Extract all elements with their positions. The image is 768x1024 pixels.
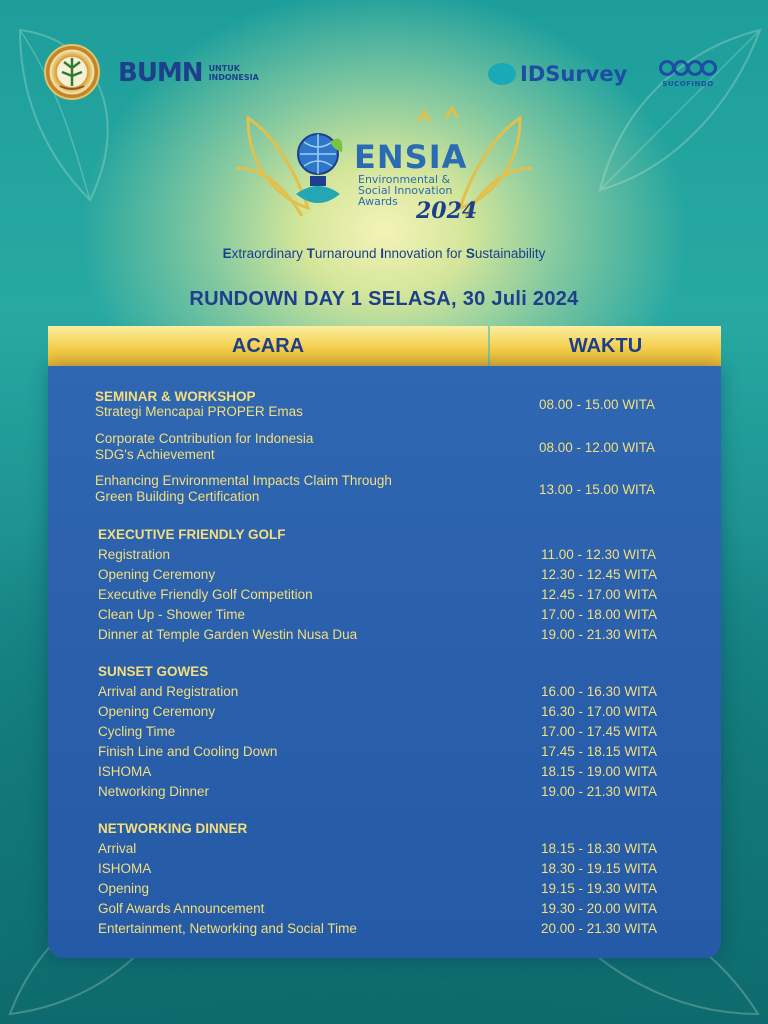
- event-label: Strategi Mencapai PROPER Emas: [95, 404, 303, 419]
- event-time: 18.30 - 19.15 WITA: [541, 861, 658, 876]
- event-label-line-2: SDG's Achievement: [95, 447, 215, 462]
- schedule-table-body: [48, 366, 721, 958]
- idsurvey-swirl-icon: [488, 63, 516, 85]
- column-header-waktu: WAKTU: [490, 326, 721, 366]
- event-label: Dinner at Temple Garden Westin Nusa Dua: [98, 627, 358, 642]
- event-label: Registration: [98, 547, 171, 562]
- ensia-year: 2024: [416, 198, 478, 224]
- schedule-row: [98, 724, 718, 744]
- event-label-line-2: Green Building Certification: [95, 489, 260, 504]
- event-label: Opening: [98, 881, 150, 896]
- event-label-line-1: Enhancing Environmental Impacts Claim Through: [95, 473, 392, 488]
- event-time: 18.15 - 18.30 WITA: [541, 841, 658, 856]
- schedule-row: [98, 881, 718, 901]
- event-time: 19.00 - 21.30 WITA: [541, 784, 658, 799]
- event-time: 17.00 - 18.00 WITA: [541, 607, 658, 622]
- schedule-row: [98, 704, 718, 724]
- event-time: 17.00 - 17.45 WITA: [541, 724, 658, 739]
- schedule-row: [98, 901, 718, 921]
- tagline-e-rest: xtraordinary: [231, 246, 307, 261]
- schedule-row: [98, 861, 718, 881]
- schedule-row: [98, 841, 718, 861]
- rundown-title: RUNDOWN DAY 1 SELASA, 30 Juli 2024: [189, 288, 579, 310]
- tagline-t: T: [306, 246, 315, 261]
- sponsor-logo-row: [0, 0, 768, 110]
- event-label: Cycling Time: [98, 724, 176, 739]
- ensia-subtitle-line-2: Social Innovation: [358, 184, 453, 197]
- schedule-row: [98, 567, 718, 587]
- schedule-table-header: [48, 326, 721, 366]
- tagline-i-rest: nnovation for: [384, 246, 466, 261]
- event-label-line-1: Corporate Contribution for Indonesia: [95, 431, 314, 446]
- ensia-subtitle-line-1: Environmental &: [358, 173, 451, 186]
- sucofindo-rings-icon: [652, 60, 724, 76]
- tagline-i: I: [380, 246, 384, 261]
- event-label: Finish Line and Cooling Down: [98, 744, 278, 759]
- event-time: 18.15 - 19.00 WITA: [541, 764, 658, 779]
- tagline: [0, 246, 768, 261]
- event-time: 12.30 - 12.45 WITA: [541, 567, 658, 582]
- schedule-row: [98, 921, 718, 941]
- ensia-subtitle-line-3: Awards: [358, 195, 398, 208]
- event-time: 12.45 - 17.00 WITA: [541, 587, 658, 602]
- event-time: 11.00 - 12.30 WITA: [541, 547, 657, 562]
- schedule-row: [98, 627, 718, 647]
- event-time: 08.00 - 12.00 WITA: [539, 440, 656, 455]
- schedule-row: [98, 587, 718, 607]
- event-time: 19.30 - 20.00 WITA: [541, 901, 658, 916]
- event-time: 13.00 - 15.00 WITA: [539, 482, 656, 497]
- column-header-acara: ACARA: [48, 326, 488, 366]
- schedule-row: [98, 764, 718, 784]
- event-label: Opening Ceremony: [98, 704, 216, 719]
- event-label: Entertainment, Networking and Social Time: [98, 921, 357, 936]
- event-time: 08.00 - 15.00 WITA: [539, 397, 656, 412]
- event-time: 16.00 - 16.30 WITA: [541, 684, 658, 699]
- section-title-golf: EXECUTIVE FRIENDLY GOLF: [98, 527, 286, 542]
- event-label: Opening Ceremony: [98, 567, 216, 582]
- ensia-logo: [228, 98, 540, 238]
- schedule-row: [98, 607, 718, 627]
- schedule-row: [98, 684, 718, 704]
- sucofindo-logo: [652, 48, 724, 88]
- event-time: 19.15 - 19.30 WITA: [541, 881, 658, 896]
- idsurvey-wordmark: IDSurvey: [520, 62, 628, 86]
- bumn-logo-subtext: [209, 64, 259, 82]
- tagline-e: E: [222, 246, 232, 261]
- idsurvey-logo: [488, 62, 627, 86]
- schedule-row: [98, 744, 718, 764]
- tagline-t-rest: urnaround: [314, 246, 381, 261]
- section-title-networking-dinner: NETWORKING DINNER: [98, 821, 248, 836]
- bumn-logo-mark: BUMN: [118, 58, 203, 88]
- sucofindo-wordmark: SUCOFINDO: [662, 80, 714, 88]
- event-label: Arrival: [98, 841, 137, 856]
- ministry-emblem-logo: [44, 44, 100, 100]
- event-time: 20.00 - 21.30 WITA: [541, 921, 658, 936]
- schedule-row: [98, 784, 718, 804]
- bumn-logo: [118, 58, 259, 88]
- bumn-sub-line-1: UNTUK: [208, 64, 240, 73]
- tagline-s-rest: ustainability: [474, 246, 546, 261]
- event-label: ISHOMA: [98, 764, 152, 779]
- section-title-sunset-gowes: SUNSET GOWES: [98, 664, 209, 679]
- tagline-s: S: [465, 246, 475, 261]
- event-label: Arrival and Registration: [98, 684, 239, 699]
- event-time: 17.45 - 18.15 WITA: [541, 744, 658, 759]
- event-time: 16.30 - 17.00 WITA: [541, 704, 658, 719]
- bumn-sub-line-2: INDONESIA: [208, 73, 259, 82]
- event-label: Executive Friendly Golf Competition: [98, 587, 313, 602]
- event-label: Networking Dinner: [98, 784, 210, 799]
- event-label: Clean Up - Shower Time: [98, 607, 246, 622]
- event-label: ISHOMA: [98, 861, 152, 876]
- event-label: Golf Awards Announcement: [98, 901, 265, 916]
- event-time: 19.00 - 21.30 WITA: [541, 627, 658, 642]
- section-title-seminar: SEMINAR & WORKSHOP: [95, 389, 256, 404]
- schedule-row: [98, 547, 718, 567]
- ensia-title: ENSIA: [354, 138, 468, 176]
- lightbulb-globe-icon: [290, 128, 346, 212]
